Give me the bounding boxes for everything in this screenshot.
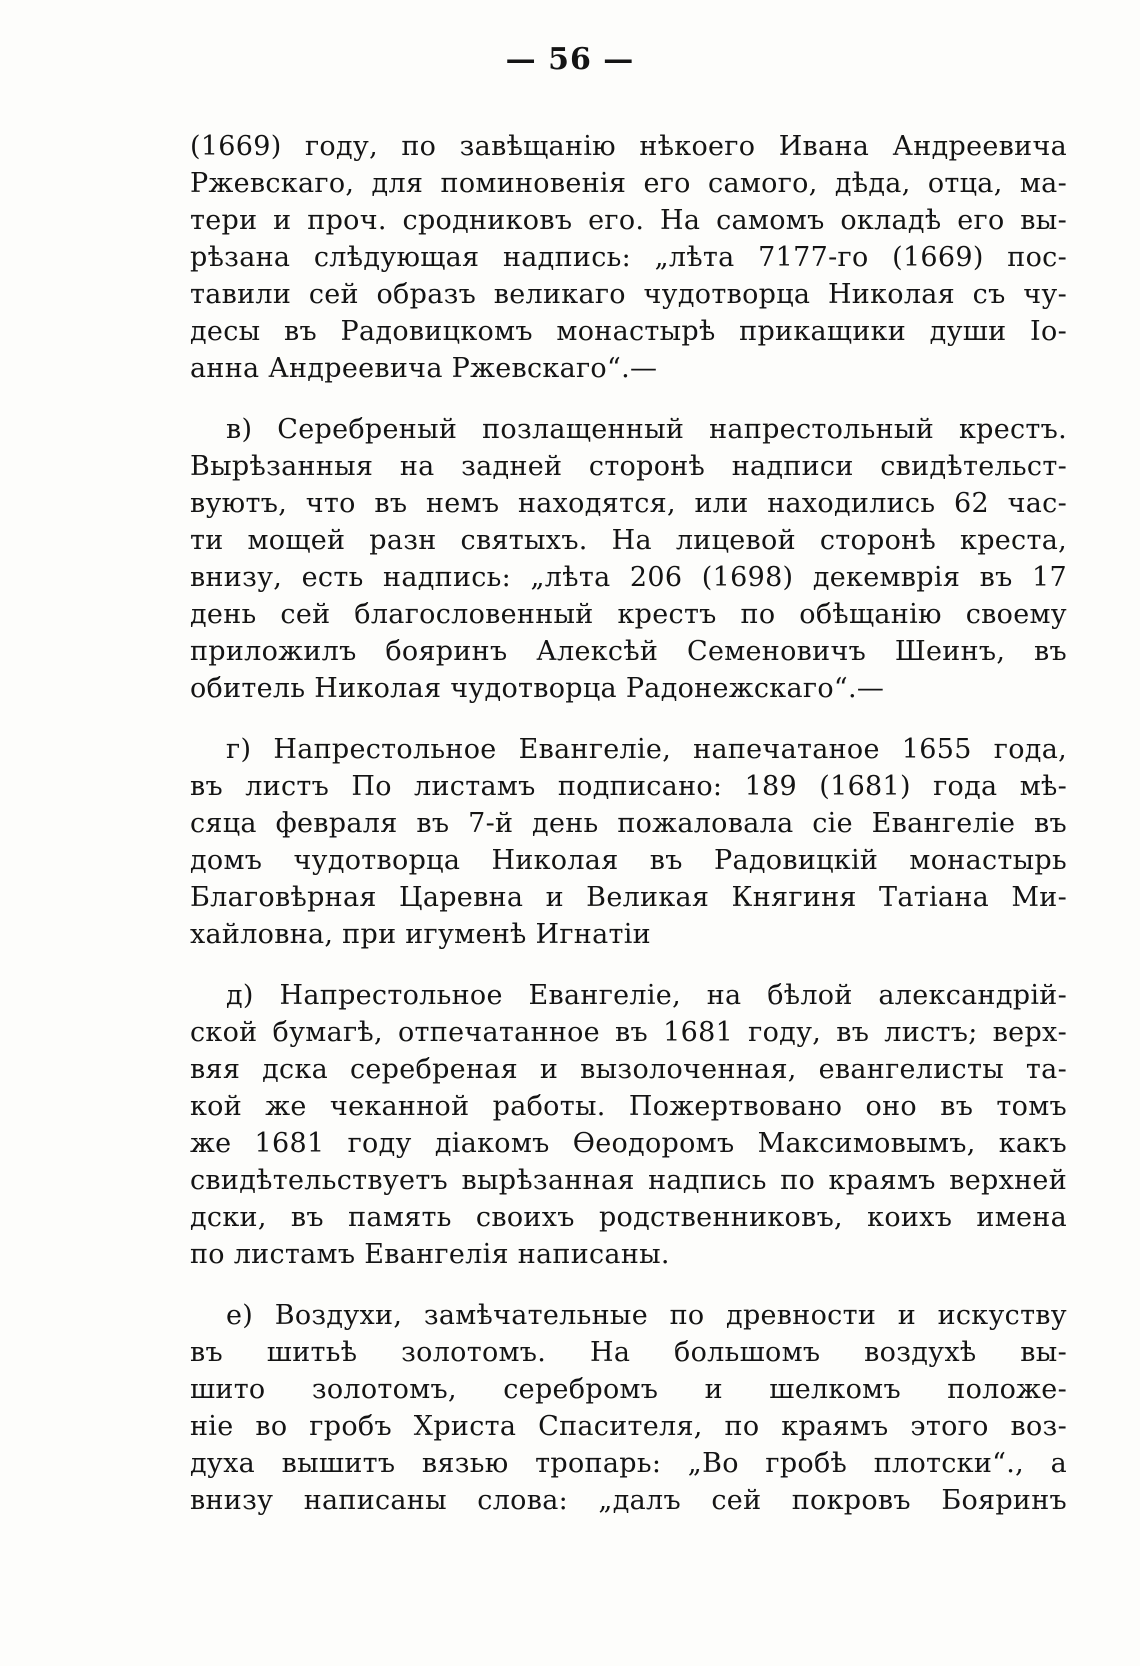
text-line: вуютъ, что въ немъ находятся, или находились 62 час- — [190, 488, 1067, 519]
text-line: Благовѣрная Царевна и Великая Княгиня Татіана Ми- — [190, 882, 1067, 913]
text-line: ніе во гробъ Христа Спасителя, по краямъ этого воз- — [190, 1411, 1067, 1442]
text-line: тавили сей образъ великаго чудотворца Николая съ чу- — [190, 279, 1067, 310]
text-line: свидѣтельствуетъ вырѣзанная надпись по краямъ верхней — [190, 1165, 1067, 1196]
body-text — [190, 128, 1067, 1543]
text-line: ской бумагѣ, отпечатанное въ 1681 году, въ листъ; верх- — [190, 1017, 1067, 1048]
text-line: десы въ Радовицкомъ монастырѣ прикащики души Іо- — [190, 316, 1067, 347]
text-line: внизу, есть надпись: „лѣта 206 (1698) декемврія въ 17 — [190, 562, 1067, 593]
text-line: кой же чеканной работы. Пожертвовано оно въ томъ — [190, 1091, 1067, 1122]
text-line: д) Напрестольное Евангеліе, на бѣлой александрій- — [226, 980, 1067, 1011]
text-line: е) Воздухи, замѣчательные по древности и искуству — [226, 1300, 1067, 1331]
text-line: день сей благословенный крестъ по обѣщанію своему — [190, 599, 1067, 630]
paragraph-item-g — [190, 731, 1067, 953]
text-line: внизу написаны слова: „далъ сей покровъ Бояринъ — [190, 1485, 1067, 1516]
text-line: вяя дска серебреная и вызолоченная, евангелисты та- — [190, 1054, 1067, 1085]
paragraph-item-v — [190, 411, 1067, 707]
text-line: духа вышитъ вязью тропарь: „Во гробѣ плотски“., а — [190, 1448, 1067, 1479]
text-line: анна Андреевича Ржевскаго“.— — [190, 353, 658, 384]
text-line: г) Напрестольное Евангеліе, напечатаное 1655 года, — [226, 734, 1067, 765]
paragraph-continuation — [190, 128, 1067, 387]
text-line: ти мощей разн святыхъ. На лицевой сторонѣ креста, — [190, 525, 1067, 556]
text-line: же 1681 году діакомъ Ѳеодоромъ Максимовымъ, какъ — [190, 1128, 1067, 1159]
paragraph-item-e — [190, 1297, 1067, 1519]
paragraph-item-d — [190, 977, 1067, 1273]
text-line: Ржевскаго, для поминовенія его самого, дѣда, отца, ма- — [190, 168, 1067, 199]
text-line: въ шитьѣ золотомъ. На большомъ воздухѣ вы- — [190, 1337, 1067, 1368]
text-line: рѣзана слѣдующая надпись: „лѣта 7177-го (1669) пос- — [190, 242, 1067, 273]
text-line: обитель Николая чудотворца Радонежскаго“.— — [190, 673, 885, 704]
text-line: приложилъ бояринъ Алексѣй Семеновичъ Шеинъ, въ — [190, 636, 1067, 667]
text-line: по листамъ Евангелія написаны. — [190, 1239, 670, 1270]
text-line: хайловна, при игуменѣ Игнатіи — [190, 919, 651, 950]
page-number: — 56 — — [505, 42, 635, 77]
text-line: въ листъ По листамъ подписано: 189 (1681) года мѣ- — [190, 771, 1067, 802]
text-line: в) Серебреный позлащенный напрестольный крестъ. — [226, 414, 1067, 445]
text-line: (1669) году, по завѣщанію нѣкоего Ивана Андреевича — [190, 131, 1067, 162]
text-line: сяца февраля въ 7-й день пожаловала сіе Евангеліе въ — [190, 808, 1067, 839]
text-line: Вырѣзанныя на задней сторонѣ надписи свидѣтельст- — [190, 451, 1067, 482]
text-line: дски, въ память своихъ родственниковъ, коихъ имена — [190, 1202, 1067, 1233]
text-line: шито золотомъ, серебромъ и шелкомъ положе- — [190, 1374, 1067, 1405]
text-line: домъ чудотворца Николая въ Радовицкій монастырь — [190, 845, 1067, 876]
text-line: тери и проч. сродниковъ его. На самомъ окладѣ его вы- — [190, 205, 1067, 236]
